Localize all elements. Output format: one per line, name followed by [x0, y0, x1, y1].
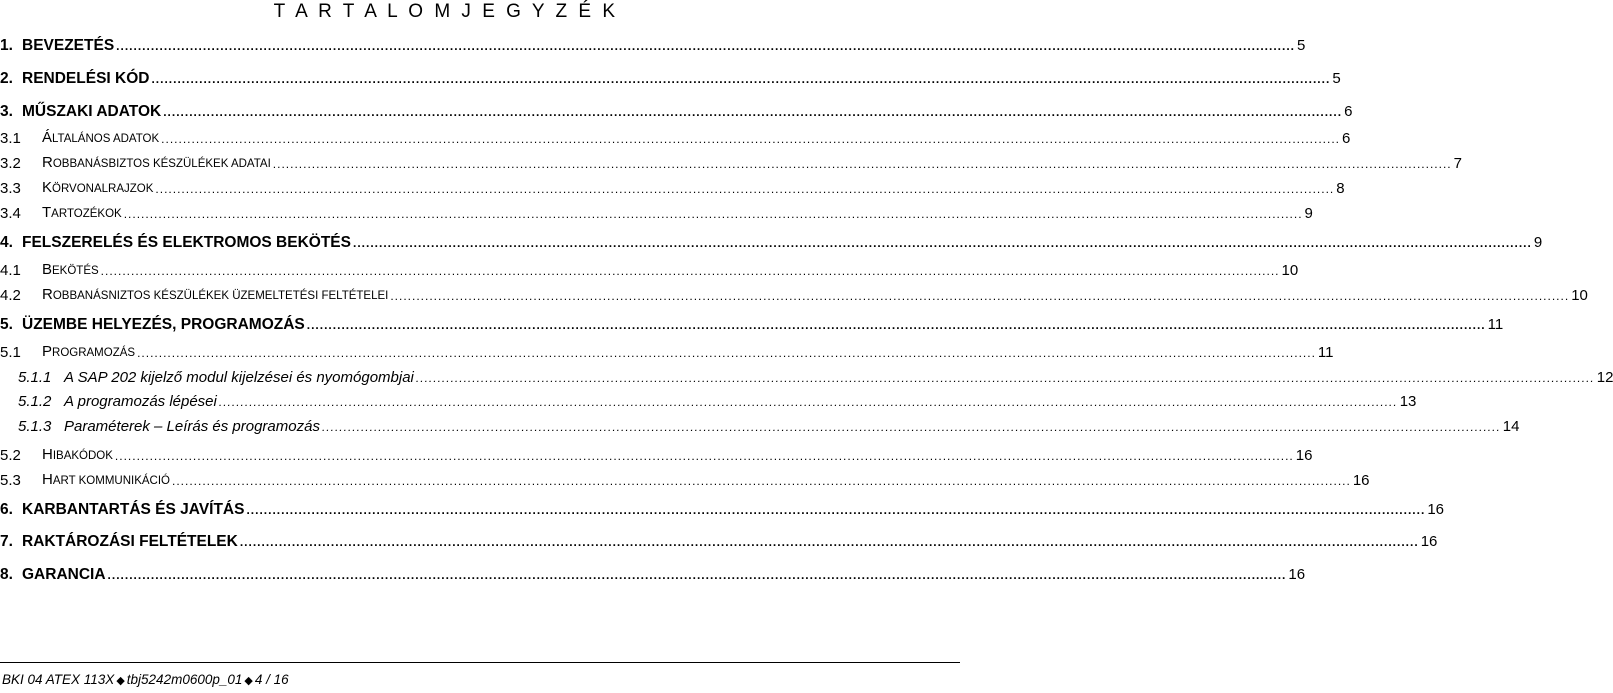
- toc-entry[interactable]: [0, 446, 1313, 466]
- toc-entry[interactable]: [0, 102, 1353, 122]
- toc-leader-dots: [155, 179, 1334, 199]
- toc-entry[interactable]: [0, 286, 1588, 306]
- toc-entry[interactable]: [0, 315, 1504, 335]
- toc-entry-page: 16: [1295, 447, 1313, 464]
- toc-entry[interactable]: [0, 204, 1313, 224]
- toc-entry[interactable]: [0, 154, 1462, 174]
- toc-entry-label: FELSZERELÉS ÉS ELEKTROMOS BEKÖTÉS: [22, 234, 351, 251]
- toc-leader-dots: [161, 129, 1340, 149]
- toc-entry-number: 5.1.3: [18, 418, 52, 435]
- toc-entry-label: BEKÖTÉS: [42, 261, 99, 278]
- toc-entry-label: TARTOZÉKOK: [42, 204, 122, 221]
- toc-entry-label: RAKTÁROZÁSI FELTÉTELEK: [22, 533, 238, 550]
- toc-entry-label: KARBANTARTÁS ÉS JAVÍTÁS: [22, 501, 245, 518]
- toc-entry-page: 10: [1571, 287, 1588, 304]
- toc-leader-dots: [108, 565, 1287, 585]
- toc-entry-label: RENDELÉSI KÓD: [22, 70, 150, 87]
- toc-leader-dots: [124, 204, 1303, 224]
- toc-entry-page: 16: [1420, 533, 1438, 550]
- toc-entry-label: A programozás lépései: [64, 393, 217, 410]
- toc-leader-dots: [322, 417, 1501, 437]
- toc-leader-dots: [273, 154, 1452, 174]
- toc-entry[interactable]: [0, 565, 1306, 585]
- toc-entry-page: 6: [1344, 103, 1353, 120]
- toc-entry[interactable]: [0, 392, 1417, 412]
- toc-entry[interactable]: [0, 261, 1299, 281]
- toc-entry-page: 14: [1502, 418, 1520, 435]
- footer-doc-code: BKI 04 ATEX 113X: [2, 672, 115, 687]
- toc-entry-number: 5.: [0, 316, 13, 333]
- toc-entry[interactable]: [0, 69, 1341, 89]
- toc-entry-number: 4.: [0, 234, 13, 251]
- page-footer: [2, 672, 289, 687]
- toc-entry-label: HIBAKÓDOK: [42, 446, 113, 463]
- toc-entry-number: 7.: [0, 533, 13, 550]
- toc-entry-page: 13: [1399, 393, 1417, 410]
- diamond-icon: ◆: [244, 675, 253, 687]
- toc-entry[interactable]: [0, 36, 1306, 56]
- toc-entry-number: 3.4: [0, 205, 21, 222]
- toc-entry-page: 7: [1453, 155, 1462, 172]
- toc-entry-page: 12: [1596, 369, 1613, 386]
- footer-divider: [0, 662, 960, 663]
- toc-entry[interactable]: [0, 417, 1520, 437]
- toc-entry-number: 3.: [0, 103, 13, 120]
- toc-entry-number: 5.1.1: [18, 369, 52, 386]
- toc-entry-number: 5.1: [0, 344, 21, 361]
- toc-entry-number: 4.2: [0, 287, 21, 304]
- toc-entry-page: 9: [1304, 205, 1313, 222]
- diamond-icon: ◆: [116, 675, 125, 687]
- toc-leader-dots: [353, 233, 1532, 253]
- toc-entry[interactable]: [0, 500, 1444, 520]
- toc-entry[interactable]: [0, 179, 1345, 199]
- toc-leader-dots: [116, 36, 1295, 56]
- toc-leader-dots: [307, 315, 1486, 335]
- toc-entry-page: 16: [1427, 501, 1444, 518]
- toc-entry-label: MŰSZAKI ADATOK: [22, 103, 162, 120]
- toc-entry-label: HART KOMMUNIKÁCIÓ: [42, 471, 170, 488]
- toc-entry-label: GARANCIA: [22, 566, 106, 583]
- toc-leader-dots: [137, 343, 1316, 363]
- toc-entry-number: 2.: [0, 70, 13, 87]
- toc-entry-page: 5: [1332, 70, 1341, 87]
- toc-entry[interactable]: [0, 233, 1543, 253]
- toc-leader-dots: [163, 102, 1342, 122]
- toc-entry-page: 11: [1487, 316, 1504, 333]
- toc-entry-number: 3.3: [0, 180, 21, 197]
- toc-entry[interactable]: [0, 129, 1351, 149]
- toc-entry-page: 16: [1352, 472, 1370, 489]
- toc-entry-label: ROBBANÁSNIZTOS KÉSZÜLÉKEK ÜZEMELTETÉSI FELTÉTELEI: [42, 286, 389, 303]
- toc-entry-number: 5.2: [0, 447, 21, 464]
- toc-entry-number: 4.1: [0, 262, 21, 279]
- toc-entry-number: 5.1.2: [18, 393, 52, 410]
- toc-entry[interactable]: [0, 368, 1613, 388]
- toc-entry-label: Paraméterek – Leírás és programozás: [64, 418, 320, 435]
- toc-entry-label: A SAP 202 kijelző modul kijelzései és nyomógombjai: [64, 369, 414, 386]
- toc-entry-label: KÖRVONALRAJZOK: [42, 179, 154, 196]
- toc-title: T A R T A L O M J E G Y Z É K: [273, 1, 618, 22]
- toc-leader-dots: [246, 500, 1425, 520]
- toc-entry-number: 5.3: [0, 472, 21, 489]
- toc-leader-dots: [390, 286, 1569, 306]
- toc-leader-dots: [115, 446, 1294, 466]
- toc-leader-dots: [240, 532, 1419, 552]
- toc-entry-page: 6: [1342, 130, 1351, 147]
- toc-leader-dots: [101, 261, 1280, 281]
- toc-entry-label: PROGRAMOZÁS: [42, 343, 136, 360]
- toc-leader-dots: [416, 368, 1595, 388]
- toc-entry[interactable]: [0, 471, 1370, 491]
- toc-entry-page: 10: [1281, 262, 1299, 279]
- toc-entry-label: ÜZEMBE HELYEZÉS, PROGRAMOZÁS: [22, 316, 305, 333]
- toc-entry-label: ÁLTALÁNOS ADATOK: [42, 129, 160, 146]
- footer-file: tbj5242m0600p_01: [126, 672, 243, 687]
- toc-leader-dots: [172, 471, 1351, 491]
- toc-entry-page: 11: [1317, 344, 1334, 361]
- footer-page-number: 4 / 16: [254, 672, 289, 687]
- toc-entry-number: 3.2: [0, 155, 21, 172]
- toc-entry-page: 9: [1533, 234, 1543, 251]
- toc-entry-page: 16: [1288, 566, 1306, 583]
- toc-entry-page: 5: [1297, 37, 1306, 54]
- toc-leader-dots: [151, 69, 1330, 89]
- toc-entry-page: 8: [1336, 180, 1345, 197]
- toc-leader-dots: [219, 392, 1398, 412]
- toc-entry[interactable]: [0, 532, 1438, 552]
- toc-entry[interactable]: [0, 343, 1334, 363]
- toc-entry-label: BEVEZETÉS: [22, 37, 115, 54]
- toc-entry-number: 3.1: [0, 130, 21, 147]
- toc-entry-number: 8.: [0, 566, 13, 583]
- toc-entry-label: ROBBANÁSBIZTOS KÉSZÜLÉKEK ADATAI: [42, 154, 271, 171]
- toc-entry-number: 6.: [0, 501, 13, 518]
- toc-entry-number: 1.: [0, 37, 13, 54]
